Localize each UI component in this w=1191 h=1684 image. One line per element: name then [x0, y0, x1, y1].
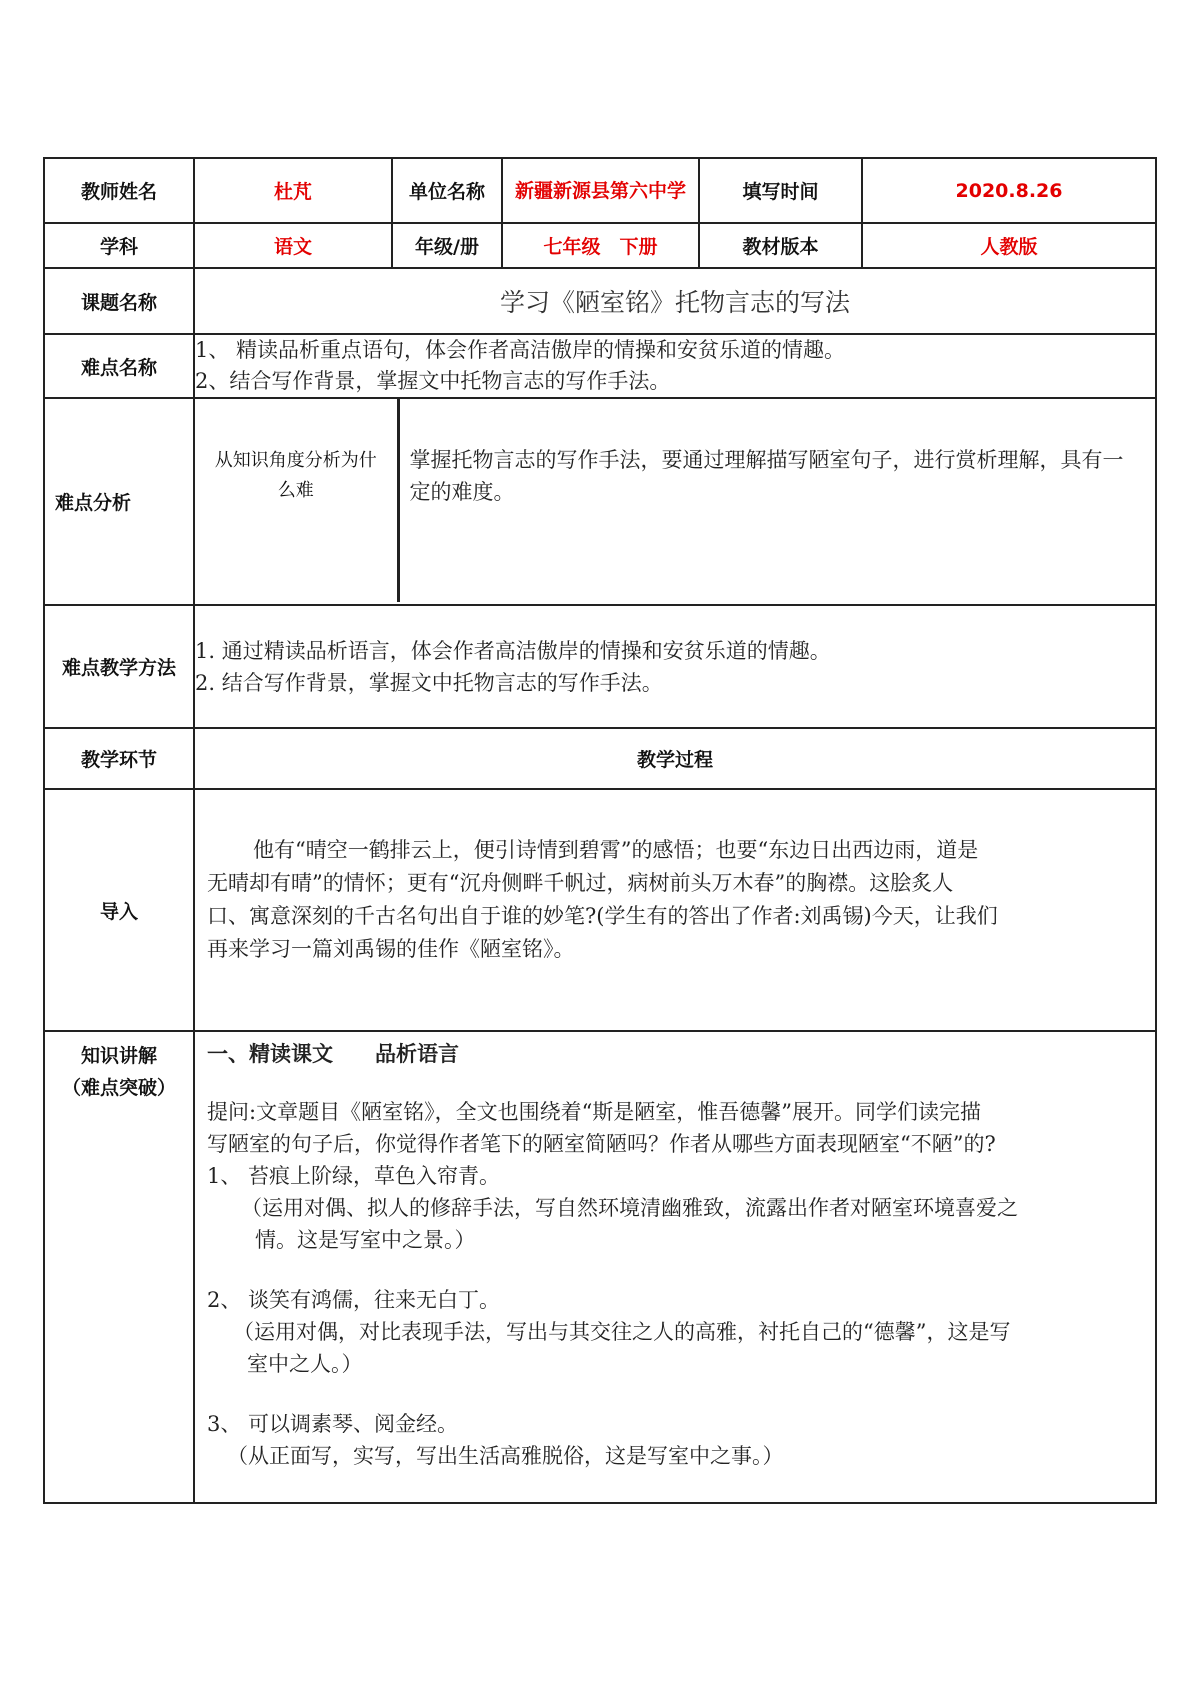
analysis-inner-table: [195, 399, 1155, 602]
intro-line-1: 他有“晴空一鹤排云上，便引诗情到碧霄”的感悟；也要“东边日出西边雨，道是: [253, 838, 979, 862]
analysis-content: [194, 398, 1156, 605]
edition-label: 教材版本: [699, 223, 862, 268]
intro-content: [194, 789, 1156, 1031]
method-label: 难点教学方法: [44, 605, 194, 728]
date-label: 填写时间: [699, 158, 862, 223]
knowledge-content: [194, 1031, 1156, 1503]
difficulty-content: [194, 334, 1156, 398]
unit-label: 单位名称: [392, 158, 502, 223]
knowledge-question-line-2: 写陋室的句子后，你觉得作者笔下的陋室简陋吗？作者从哪些方面表现陋室“不陋”的?: [207, 1132, 996, 1156]
difficulty-line-2: 2、结合写作背景，掌握文中托物言志的写作手法。: [195, 369, 671, 393]
method-line-1: 1. 通过精读品析语言，体会作者高洁傲岸的情操和安贫乐道的情趣。: [195, 638, 831, 663]
teacher-label: 教师姓名: [44, 158, 194, 223]
knowledge-point-3: 3、 可以调素琴、阅金经。: [207, 1412, 459, 1436]
knowledge-question-line-1: 提问:文章题目《陋室铭》，全文也围绕着“斯是陋室，惟吾德馨”展开。同学们读完描: [207, 1100, 982, 1124]
topic-label: 课题名称: [44, 268, 194, 334]
knowledge-point-2-note-2: 室中之人。）: [247, 1352, 363, 1376]
teacher-value: 杜芃: [194, 158, 392, 223]
knowledge-label: [44, 1031, 194, 1503]
grade-label: 年级/册: [392, 223, 502, 268]
knowledge-point-1-note-1: （运用对偶、拟人的修辞手法，写自然环境清幽雅致，流露出作者对陋室环境喜爱之: [241, 1196, 1018, 1220]
topic-row: [44, 268, 1156, 334]
lesson-plan-table: [43, 157, 1157, 1504]
method-line-2: 2. 结合写作背景，掌握文中托物言志的写作手法。: [195, 670, 663, 695]
method-content: [194, 605, 1156, 728]
topic-value: 学习《陋室铭》托物言志的写法: [194, 268, 1156, 334]
analysis-label: 难点分析: [44, 398, 194, 605]
intro-row: [44, 789, 1156, 1031]
process-header-row: [44, 728, 1156, 789]
intro-line-4: 再来学习一篇刘禹锡的佳作《陋室铭》。: [207, 937, 575, 961]
knowledge-point-1-note-2: 情。这是写室中之景。）: [255, 1228, 476, 1252]
method-row: [44, 605, 1156, 728]
difficulty-line-1: 1、 精读品析重点语句，体会作者高洁傲岸的情操和安贫乐道的情趣。: [195, 338, 846, 362]
edition-value: 人教版: [862, 223, 1156, 268]
difficulty-row: [44, 334, 1156, 398]
knowledge-point-2: 2、 谈笑有鸿儒，往来无白丁。: [207, 1288, 501, 1312]
knowledge-point-2-note-1: （运用对偶，对比表现手法，写出与其交往之人的高雅，衬托自己的“德馨”，这是写: [233, 1320, 1011, 1344]
date-value: 2020.8.26: [862, 158, 1156, 223]
difficulty-label: 难点名称: [44, 334, 194, 398]
knowledge-point-3-note: （从正面写，实写，写出生活高雅脱俗，这是写室中之事。）: [227, 1444, 784, 1468]
process-label: 教学过程: [194, 728, 1156, 789]
analysis-row: [44, 398, 1156, 605]
knowledge-row: [44, 1031, 1156, 1503]
header-row-2: [44, 223, 1156, 268]
knowledge-label-line-2: （难点突破）: [61, 1077, 176, 1099]
header-row-1: [44, 158, 1156, 223]
analysis-sub-label: 从知识角度分析为什么难: [195, 399, 398, 602]
stage-label: 教学环节: [44, 728, 194, 789]
knowledge-heading: 一、精读课文 品析语言: [207, 1042, 459, 1066]
intro-line-3: 口、寓意深刻的千古名句出自于谁的妙笔?(学生有的答出了作者:刘禹锡)今天，让我们: [207, 904, 998, 928]
subject-value: 语文: [194, 223, 392, 268]
analysis-text: 掌握托物言志的写作手法，要通过理解描写陋室句子，进行赏析理解，具有一定的难度。: [409, 447, 1124, 504]
intro-line-2: 无晴却有晴”的情怀；更有“沉舟侧畔千帆过，病树前头万木春”的胸襟。这脍炙人: [207, 871, 954, 895]
subject-label: 学科: [44, 223, 194, 268]
unit-value: 新疆新源县第六中学: [502, 158, 699, 223]
knowledge-label-line-1: 知识讲解: [80, 1045, 157, 1067]
knowledge-point-1: 1、 苔痕上阶绿，草色入帘青。: [207, 1164, 501, 1188]
grade-value: 七年级 下册: [502, 223, 699, 268]
intro-label: 导入: [44, 789, 194, 1031]
